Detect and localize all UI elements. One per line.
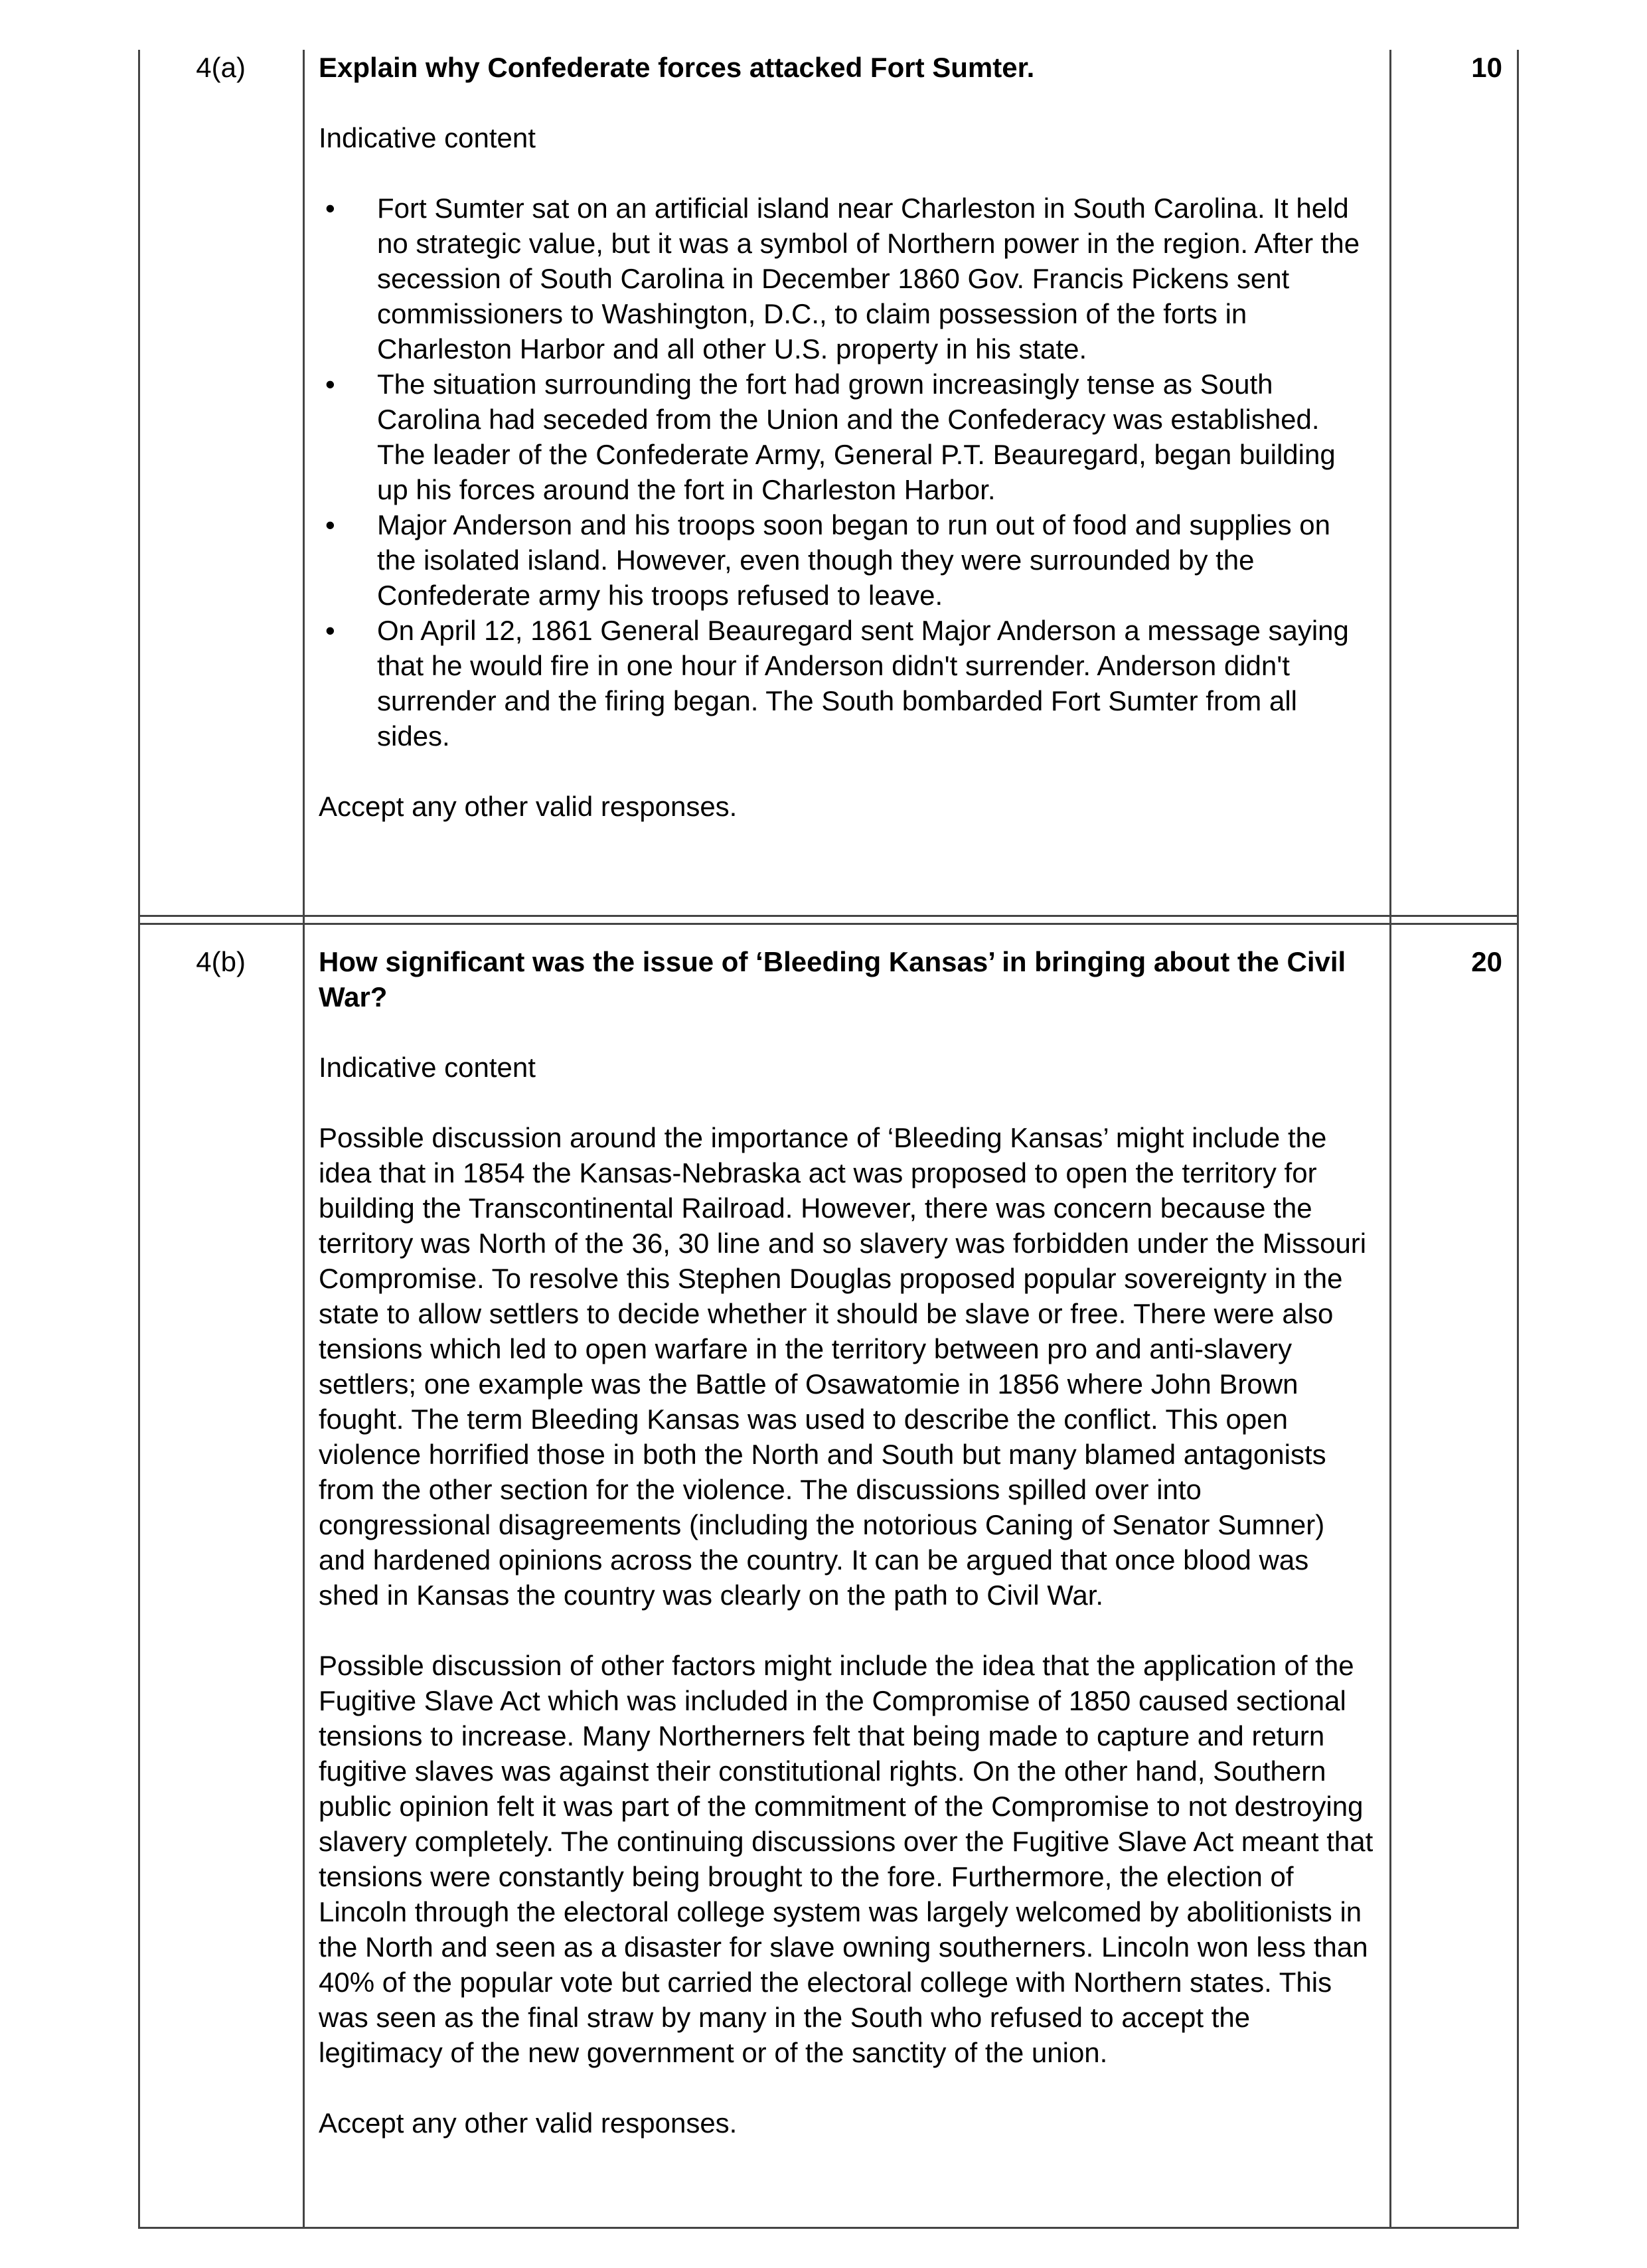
answer-content-4b	[319, 944, 1374, 2141]
indicative-content-label: Indicative content	[319, 122, 536, 153]
indicative-content-label: Indicative content	[319, 1052, 536, 1083]
question-number: 4(b)	[196, 946, 246, 977]
bullet-list	[319, 191, 1374, 754]
bullet-marker: •	[325, 368, 335, 400]
list-item	[319, 613, 1374, 754]
accept-note: Accept any other valid responses.	[319, 791, 738, 822]
question-text: Explain why Confederate forces attacked Fort Sumter.	[319, 52, 1035, 83]
row-divider-lower	[138, 923, 1519, 925]
question-marks: 10	[1471, 52, 1502, 83]
answer-content-4a	[319, 50, 1374, 824]
bullet-marker: •	[325, 193, 335, 224]
column-divider-question	[303, 50, 305, 2229]
table-border-right	[1517, 50, 1519, 2229]
list-item	[319, 366, 1374, 507]
column-divider-marks	[1389, 50, 1391, 2229]
question-number: 4(a)	[196, 52, 246, 83]
accept-note: Accept any other valid responses.	[319, 2107, 738, 2139]
bullet-text: Fort Sumter sat on an artificial island near Charleston in South Carolina. It held no strategic value, but it was a symbol of Northern power in the region. After the secession of South Carolina in December 1860 Gov. Francis Pickens sent commissioners to Washington, D.C., to claim possession of the forts in Charleston Harbor and all other U.S. property in his state.	[377, 193, 1360, 364]
bullet-marker: •	[325, 615, 335, 646]
bullet-text: On April 12, 1861 General Beauregard sent Major Anderson a message saying that he would fire in one hour if Anderson didn't surrender. Anderson didn't surrender and the firing began. The South bombarded Fort Sumter from all sides.	[377, 615, 1349, 752]
bullet-text: The situation surrounding the fort had grown increasingly tense as South Carolina had seceded from the Union and the Confederacy was established. The leader of the Confederate Army, General P.T. Beauregard, began building up his forces around the fort in Charleston Harbor.	[377, 368, 1336, 505]
table-border-bottom	[138, 2227, 1519, 2229]
question-text: How significant was the issue of ‘Bleeding Kansas’ in bringing about the Civil War?	[319, 946, 1346, 1012]
discussion-paragraph: Possible discussion around the importance of ‘Bleeding Kansas’ might include the idea that in 1854 the Kansas-Nebraska act was proposed to open the territory for building the Transcontinental Railroad. However, there was concern because the territory was North of the 36, 30 line and so slavery was forbidden under the Missouri Compromise. To resolve this Stephen Douglas proposed popular sovereignty in the state to allow settlers to decide whether it should be slave or free. There were also tensions which led to open warfare in the territory between pro and anti-slavery settlers; one example was the Battle of Osawatomie in 1856 where John Brown fought. The term Bleeding Kansas was used to describe the conflict. This open violence horrified those in both the North and South but many blamed antagonists from the other section for the violence. The discussions spilled over into congressional disagreements (including the notorious Caning of Senator Sumner) and hardened opinions across the country. It can be argued that once blood was shed in Kansas the country was clearly on the path to Civil War.	[319, 1122, 1367, 1611]
question-marks: 20	[1471, 946, 1502, 977]
bullet-text: Major Anderson and his troops soon began to run out of food and supplies on the isolated island. However, even though they were surrounded by the Confederate army his troops refused to leave.	[377, 509, 1330, 611]
bullet-marker: •	[325, 509, 335, 540]
table-border-left	[138, 50, 140, 2229]
row-divider-upper	[138, 915, 1519, 917]
list-item	[319, 191, 1374, 366]
list-item	[319, 507, 1374, 613]
discussion-paragraph: Possible discussion of other factors might include the idea that the application of the Fugitive Slave Act which was included in the Compromise of 1850 caused sectional tensions to increase. Many Northerners felt that being made to capture and return fugitive slaves was against their constitutional rights. On the other hand, Southern public opinion felt it was part of the commitment of the Compromise to not destroying slavery completely. The continuing discussions over the Fugitive Slave Act meant that tensions were constantly being brought to the fore. Furthermore, the election of Lincoln through the electoral college system was largely welcomed by abolitionists in the North and seen as a disaster for slave owning southerners. Lincoln won less than 40% of the popular vote but carried the electoral college with Northern states. This was seen as the final straw by many in the South who refused to accept the legitimacy of the new government or of the sanctity of the union.	[319, 1650, 1373, 2068]
